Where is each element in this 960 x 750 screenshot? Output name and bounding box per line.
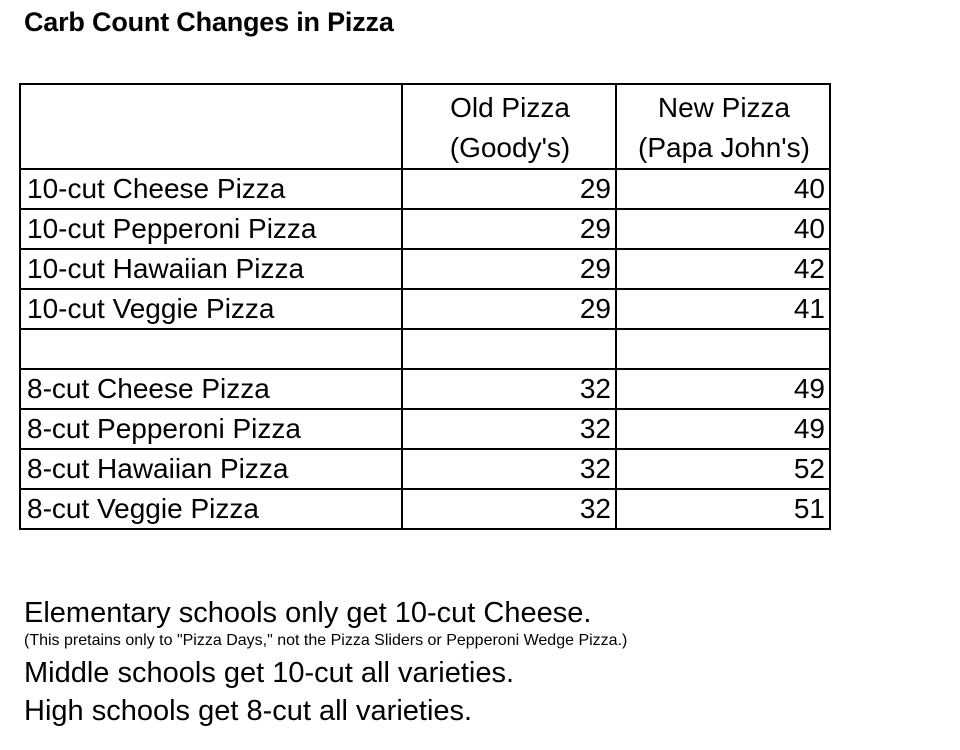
- pizza-days-disclaimer: (This pretains only to "Pizza Days," not the Pizza Sliders or Pepperoni Wedge Pizza.): [24, 632, 628, 649]
- carb-count-table: [19, 83, 831, 530]
- old-carb-cell: 29: [402, 209, 616, 249]
- new-carb-cell: 49: [616, 409, 830, 449]
- spacer-row: [20, 329, 830, 369]
- new-carb-cell: 41: [616, 289, 830, 329]
- old-carb-cell: 29: [402, 169, 616, 209]
- header-new-pizza-vendor: (Papa John's): [638, 131, 810, 163]
- table-body: [20, 169, 830, 529]
- new-carb-cell: 52: [616, 449, 830, 489]
- table-header: [20, 84, 830, 169]
- table-row: [20, 409, 830, 449]
- table-row: [20, 289, 830, 329]
- new-carb-cell: 40: [616, 209, 830, 249]
- notes-section: [24, 594, 944, 730]
- pizza-name-cell: [20, 329, 402, 369]
- new-carb-cell: [616, 329, 830, 369]
- header-old-pizza-vendor: (Goody's): [449, 131, 571, 163]
- pizza-name-cell: 8-cut Pepperoni Pizza: [20, 409, 402, 449]
- pizza-name-cell: 8-cut Hawaiian Pizza: [20, 449, 402, 489]
- table-header-row: [20, 84, 830, 169]
- old-carb-cell: 32: [402, 369, 616, 409]
- header-blank-cell: [20, 84, 402, 169]
- old-carb-cell: [402, 329, 616, 369]
- pizza-name-cell: 10-cut Veggie Pizza: [20, 289, 402, 329]
- new-carb-cell: 51: [616, 489, 830, 529]
- pizza-name-cell: 10-cut Cheese Pizza: [20, 169, 402, 209]
- header-old-pizza: [402, 84, 616, 169]
- old-carb-cell: 29: [402, 289, 616, 329]
- old-carb-cell: 32: [402, 489, 616, 529]
- table-row: [20, 489, 830, 529]
- pizza-name-cell: 8-cut Cheese Pizza: [20, 369, 402, 409]
- new-carb-cell: 49: [616, 369, 830, 409]
- header-new-pizza: [616, 84, 830, 169]
- elementary-note: Elementary schools only get 10-cut Cheese.: [24, 597, 592, 629]
- table-row: [20, 449, 830, 489]
- pizza-name-cell: 8-cut Veggie Pizza: [20, 489, 402, 529]
- table-row: [20, 369, 830, 409]
- header-new-pizza-label: New Pizza: [657, 91, 791, 123]
- page-title: Carb Count Changes in Pizza: [24, 7, 394, 37]
- table-row: [20, 249, 830, 289]
- pizza-name-cell: 10-cut Pepperoni Pizza: [20, 209, 402, 249]
- header-old-pizza-label: Old Pizza: [450, 91, 570, 123]
- old-carb-cell: 29: [402, 249, 616, 289]
- middle-school-note: Middle schools get 10-cut all varieties.: [24, 657, 515, 689]
- table-row: [20, 209, 830, 249]
- table-row: [20, 169, 830, 209]
- high-school-note: High schools get 8-cut all varieties.: [24, 695, 473, 727]
- old-carb-cell: 32: [402, 409, 616, 449]
- new-carb-cell: 40: [616, 169, 830, 209]
- old-carb-cell: 32: [402, 449, 616, 489]
- new-carb-cell: 42: [616, 249, 830, 289]
- pizza-name-cell: 10-cut Hawaiian Pizza: [20, 249, 402, 289]
